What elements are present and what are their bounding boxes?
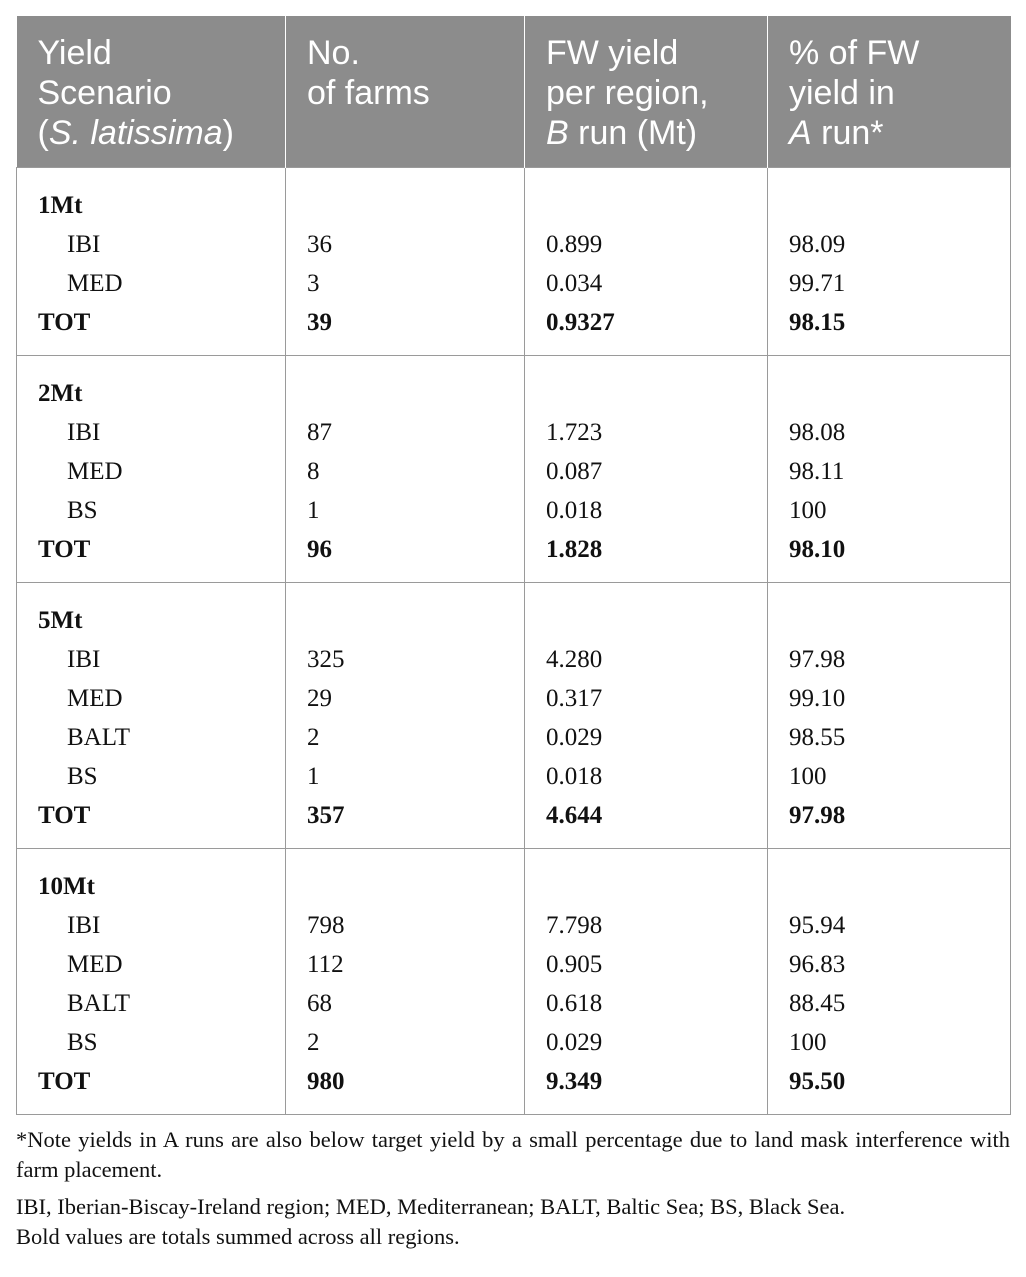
header-italic: S. latissima xyxy=(48,114,223,152)
table-row xyxy=(17,757,1011,796)
region-name: BS xyxy=(17,1023,286,1062)
header-line: FW yield xyxy=(546,34,679,72)
scenario-label: 10Mt xyxy=(17,849,286,907)
percent-value: 98.08 xyxy=(768,413,1011,452)
total-label: TOT xyxy=(17,530,286,583)
region-name: BALT xyxy=(17,984,286,1023)
table-row xyxy=(17,945,1011,984)
total-row xyxy=(17,1062,1011,1115)
percent-value: 97.98 xyxy=(768,640,1011,679)
table-row xyxy=(17,491,1011,530)
total-label: TOT xyxy=(17,303,286,356)
table-body xyxy=(17,168,1011,1115)
fw-yield-value: 0.087 xyxy=(525,452,768,491)
fw-yield-value: 0.317 xyxy=(525,679,768,718)
table-header xyxy=(17,16,1011,168)
empty-cell xyxy=(525,849,768,907)
fw-yield-value: 0.029 xyxy=(525,718,768,757)
farms-count: 798 xyxy=(286,906,525,945)
empty-cell xyxy=(286,168,525,226)
fw-yield-value: 4.280 xyxy=(525,640,768,679)
header-fw-yield xyxy=(525,16,768,168)
fw-yield-value: 0.899 xyxy=(525,225,768,264)
fw-yield-value: 0.034 xyxy=(525,264,768,303)
total-yield: 0.9327 xyxy=(525,303,768,356)
total-farms: 96 xyxy=(286,530,525,583)
percent-value: 98.11 xyxy=(768,452,1011,491)
total-row xyxy=(17,303,1011,356)
scenario-row xyxy=(17,849,1011,907)
table-row xyxy=(17,1023,1011,1062)
total-farms: 357 xyxy=(286,796,525,849)
header-line: No. xyxy=(307,34,360,72)
table-row xyxy=(17,679,1011,718)
region-name: IBI xyxy=(17,225,286,264)
region-name: IBI xyxy=(17,906,286,945)
total-percent: 95.50 xyxy=(768,1062,1011,1115)
header-line xyxy=(546,113,747,153)
table-row xyxy=(17,452,1011,491)
fw-yield-value: 0.905 xyxy=(525,945,768,984)
total-percent: 98.15 xyxy=(768,303,1011,356)
scenario-label: 1Mt xyxy=(17,168,286,226)
header-line: yield in xyxy=(789,74,895,112)
scenario-row xyxy=(17,356,1011,414)
scenario-row xyxy=(17,168,1011,226)
total-farms: 39 xyxy=(286,303,525,356)
region-name: MED xyxy=(17,452,286,491)
percent-value: 98.55 xyxy=(768,718,1011,757)
scenario-label: 2Mt xyxy=(17,356,286,414)
farms-count: 3 xyxy=(286,264,525,303)
scenario-row xyxy=(17,583,1011,641)
percent-value: 99.71 xyxy=(768,264,1011,303)
percent-value: 88.45 xyxy=(768,984,1011,1023)
percent-value: 95.94 xyxy=(768,906,1011,945)
table-row xyxy=(17,906,1011,945)
total-percent: 97.98 xyxy=(768,796,1011,849)
empty-cell xyxy=(768,356,1011,414)
total-row xyxy=(17,796,1011,849)
percent-value: 100 xyxy=(768,1023,1011,1062)
region-name: BS xyxy=(17,491,286,530)
region-name: MED xyxy=(17,679,286,718)
total-yield: 9.349 xyxy=(525,1062,768,1115)
footnote-asterisk: *Note yields in A runs are also below target yield by a small percentage due to land mask interference with farm placement. xyxy=(16,1127,1010,1182)
region-name: IBI xyxy=(17,413,286,452)
header-line: Yield xyxy=(37,34,112,72)
total-farms: 980 xyxy=(286,1062,525,1115)
table-row xyxy=(17,225,1011,264)
header-line: per region, xyxy=(546,74,709,112)
footnote-abbreviations: IBI, Iberian-Biscay-Ireland region; MED, Mediterranean; BALT, Baltic Sea; BS, Black Sea. xyxy=(16,1194,846,1219)
header-yield-scenario xyxy=(17,16,286,168)
table-row xyxy=(17,718,1011,757)
region-name: MED xyxy=(17,945,286,984)
header-line: of farms xyxy=(307,74,430,112)
farms-count: 68 xyxy=(286,984,525,1023)
empty-cell xyxy=(768,849,1011,907)
header-line xyxy=(38,113,266,153)
empty-cell xyxy=(768,168,1011,226)
empty-cell xyxy=(286,356,525,414)
farms-count: 2 xyxy=(286,1023,525,1062)
empty-cell xyxy=(768,583,1011,641)
header-suffix: run* xyxy=(811,114,884,152)
header-no-of-farms xyxy=(286,16,525,168)
table-row xyxy=(17,984,1011,1023)
total-percent: 98.10 xyxy=(768,530,1011,583)
fw-yield-value: 0.018 xyxy=(525,757,768,796)
farms-count: 1 xyxy=(286,757,525,796)
total-row xyxy=(17,530,1011,583)
empty-cell xyxy=(286,849,525,907)
header-suffix: run (Mt) xyxy=(568,114,698,152)
header-italic: B xyxy=(546,114,569,152)
region-name: BALT xyxy=(17,718,286,757)
percent-value: 99.10 xyxy=(768,679,1011,718)
scenario-label: 5Mt xyxy=(17,583,286,641)
yield-table-container xyxy=(16,16,1010,1115)
percent-value: 100 xyxy=(768,491,1011,530)
farms-count: 1 xyxy=(286,491,525,530)
fw-yield-value: 7.798 xyxy=(525,906,768,945)
fw-yield-value: 0.618 xyxy=(525,984,768,1023)
empty-cell xyxy=(525,356,768,414)
empty-cell xyxy=(286,583,525,641)
header-percent-fw-yield xyxy=(768,16,1011,168)
region-name: IBI xyxy=(17,640,286,679)
header-italic: A xyxy=(789,114,812,152)
farms-count: 87 xyxy=(286,413,525,452)
header-line xyxy=(789,113,991,153)
fw-yield-value: 1.723 xyxy=(525,413,768,452)
fw-yield-value: 0.018 xyxy=(525,491,768,530)
total-label: TOT xyxy=(17,1062,286,1115)
empty-cell xyxy=(525,583,768,641)
total-yield: 1.828 xyxy=(525,530,768,583)
header-prefix: ( xyxy=(37,114,49,152)
footnote-bold-note: Bold values are totals summed across all regions. xyxy=(16,1224,460,1249)
total-label: TOT xyxy=(17,796,286,849)
percent-value: 96.83 xyxy=(768,945,1011,984)
table-row xyxy=(17,640,1011,679)
farms-count: 325 xyxy=(286,640,525,679)
region-name: BS xyxy=(17,757,286,796)
footnotes xyxy=(16,1125,1010,1252)
header-line: Scenario xyxy=(37,74,172,112)
empty-cell xyxy=(525,168,768,226)
percent-value: 98.09 xyxy=(768,225,1011,264)
farms-count: 29 xyxy=(286,679,525,718)
header-row xyxy=(17,16,1011,168)
farms-count: 112 xyxy=(286,945,525,984)
total-yield: 4.644 xyxy=(525,796,768,849)
header-suffix: ) xyxy=(222,114,234,152)
table-row xyxy=(17,264,1011,303)
farms-count: 2 xyxy=(286,718,525,757)
fw-yield-value: 0.029 xyxy=(525,1023,768,1062)
header-line: % of FW xyxy=(789,34,920,72)
farms-count: 8 xyxy=(286,452,525,491)
percent-value: 100 xyxy=(768,757,1011,796)
region-name: MED xyxy=(17,264,286,303)
farms-count: 36 xyxy=(286,225,525,264)
yield-table xyxy=(16,16,1011,1115)
table-row xyxy=(17,413,1011,452)
